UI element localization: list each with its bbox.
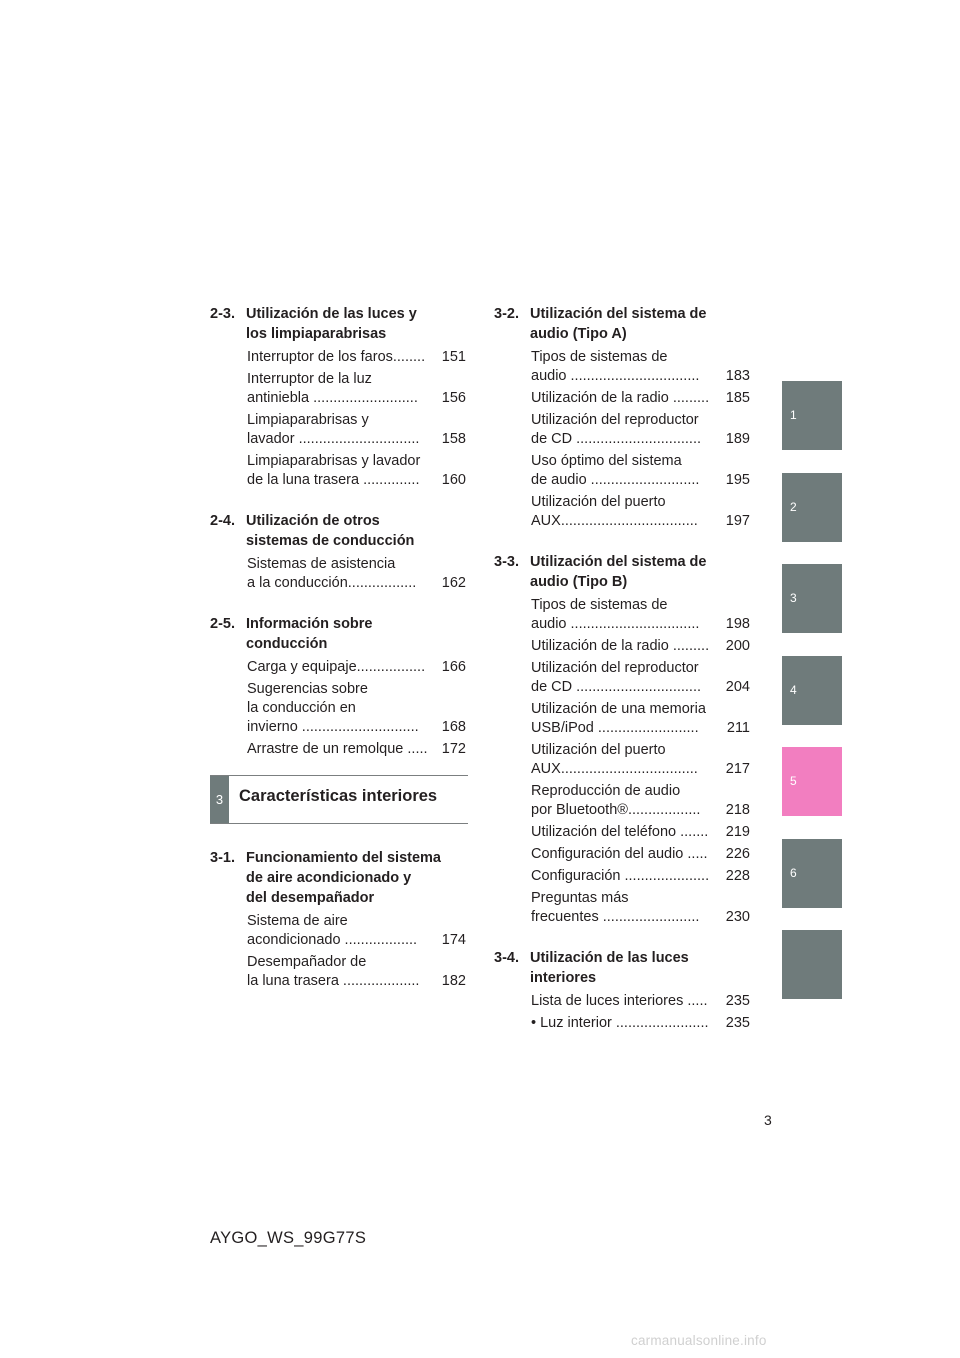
entry-list (210, 912, 468, 991)
entry-text: Lista de luces interiores ..... (531, 993, 708, 1009)
entry-text: Uso óptimo del sistema de audio ........................... (531, 453, 700, 488)
section-heading (210, 848, 468, 908)
entry-text: Arrastre de un remolque ..... (247, 741, 428, 757)
chapter-tab-1[interactable] (782, 381, 842, 450)
chapter-tab-label: 3 (790, 591, 797, 605)
entry-list (210, 658, 468, 759)
chapter-number: 3 (210, 776, 229, 823)
entry-list (494, 348, 752, 531)
chapter-tab-label: 4 (790, 682, 797, 697)
toc-entry[interactable] (494, 845, 752, 864)
toc-entry[interactable] (210, 740, 468, 759)
entry-text: Preguntas más frecuentes ........................ (531, 890, 700, 925)
entry-text: Utilización de una memoria USB/iPod ......................... (531, 701, 706, 736)
section-title: Funcionamiento del sistema de aire acondicionado y del desempañador (246, 850, 441, 906)
entry-text: Utilización del teléfono ....... (531, 824, 709, 840)
entry-page-number: 151 (441, 349, 466, 365)
toc-entry[interactable] (494, 992, 752, 1011)
chapter-title: Características interiores (239, 787, 438, 805)
entry-text: Configuración del audio ..... (531, 846, 708, 862)
entry-page-number: 183 (725, 368, 750, 384)
entry-page-number: 168 (441, 719, 466, 735)
chapter-tab-6[interactable] (782, 839, 842, 908)
chapter-tab-index[interactable] (782, 930, 842, 999)
entry-text: • Luz interior ....................... (531, 1015, 709, 1031)
entry-list (494, 596, 752, 927)
toc-entry[interactable] (494, 782, 752, 820)
entry-page-number: 211 (726, 720, 750, 736)
section-title: Utilización del sistema de audio (Tipo B) (530, 554, 707, 590)
section-title: Utilización de las luces y los limpiaparabrisas (246, 306, 417, 342)
entry-text: Utilización del puerto AUX.................................. (531, 742, 698, 777)
toc-section (210, 511, 468, 593)
toc-right-column (494, 304, 752, 1036)
entry-text: Utilización del reproductor de CD ............................... (531, 660, 702, 695)
chapter-tab-label: 2 (790, 499, 797, 514)
section-spacer (210, 493, 468, 511)
entry-page-number: 172 (441, 741, 466, 757)
toc-entry[interactable] (210, 370, 468, 408)
section-heading (494, 948, 752, 988)
document-code: AYGO_WS_99G77S (210, 1229, 367, 1247)
entry-page-number: 200 (725, 638, 750, 654)
entry-page-number: 195 (725, 472, 750, 488)
toc-section (494, 948, 752, 1033)
section-title: Utilización del sistema de audio (Tipo A) (530, 306, 707, 342)
entry-text: Tipos de sistemas de audio ................................ (531, 349, 700, 384)
section-number: 3-1. (210, 850, 235, 866)
entry-text: Sugerencias sobre la conducción en invierno ............................. (247, 681, 419, 735)
section-number: 2-5. (210, 616, 235, 632)
entry-page-number: 158 (441, 431, 466, 447)
toc-entry[interactable] (494, 659, 752, 697)
chapter-tab-4[interactable] (782, 656, 842, 725)
section-heading (494, 304, 752, 344)
toc-entry[interactable] (210, 452, 468, 490)
entry-page-number: 204 (725, 679, 750, 695)
entry-text: Limpiaparabrisas y lavador de la luna trasera .............. (247, 453, 421, 488)
chapter-tab-5[interactable] (782, 747, 842, 816)
section-title: Información sobre conducción (246, 616, 373, 652)
toc-entry[interactable] (494, 700, 752, 738)
entry-page-number: 160 (441, 472, 466, 488)
chapter-tab-label: 5 (790, 774, 797, 788)
entry-page-number: 235 (725, 1015, 750, 1031)
section-heading (210, 304, 468, 344)
section-spacer (494, 534, 752, 552)
entry-text: Utilización del puerto AUX.................................. (531, 494, 698, 529)
entry-text: Utilización del reproductor de CD ............................... (531, 412, 702, 447)
chapter-tab-label: 6 (790, 865, 797, 880)
toc-entry[interactable] (494, 1014, 752, 1033)
section-title: Utilización de otros sistemas de conducción (246, 513, 415, 549)
chapter-tab-label: 1 (790, 408, 797, 422)
toc-section (494, 304, 752, 531)
entry-list (210, 348, 468, 490)
entry-text: Tipos de sistemas de audio ................................ (531, 597, 700, 632)
chapter-tabs (782, 381, 842, 1022)
section-heading (210, 511, 468, 551)
entry-page-number: 235 (725, 993, 750, 1009)
toc-entry[interactable] (494, 389, 752, 408)
toc-entry[interactable] (210, 411, 468, 449)
section-number: 3-2. (494, 306, 519, 322)
toc-left-column (210, 304, 468, 994)
toc-entry[interactable] (494, 867, 752, 886)
entry-text: Interruptor de los faros........ (247, 349, 426, 365)
toc-entry[interactable] (494, 596, 752, 634)
toc-entry[interactable] (494, 411, 752, 449)
page-number: 3 (764, 1112, 772, 1128)
chapter-tab-2[interactable] (782, 473, 842, 542)
toc-section (210, 614, 468, 759)
toc-entry[interactable] (210, 953, 468, 991)
section-spacer (210, 596, 468, 614)
entry-page-number: 174 (441, 932, 466, 948)
section-heading (210, 614, 468, 654)
section-number: 2-4. (210, 513, 235, 529)
section-number: 3-4. (494, 950, 519, 966)
entry-page-number: 230 (725, 909, 750, 925)
entry-text: Utilización de la radio ......... (531, 638, 710, 654)
watermark: carmanualsonline.info (631, 1333, 767, 1348)
section-heading (494, 552, 752, 592)
entry-text: Reproducción de audio por Bluetooth®.................. (531, 783, 701, 818)
toc-entry[interactable] (494, 348, 752, 386)
toc-section (494, 552, 752, 927)
toc-entry[interactable] (494, 493, 752, 531)
entry-page-number: 185 (725, 390, 750, 406)
entry-page-number: 217 (725, 761, 750, 777)
toc-section (210, 304, 468, 490)
toc-section (210, 848, 468, 991)
toc-entry[interactable] (494, 889, 752, 927)
chapter-tab-3[interactable] (782, 564, 842, 633)
section-title: Utilización de las luces interiores (530, 950, 689, 986)
toc-entry[interactable] (494, 637, 752, 656)
entry-list (494, 992, 752, 1033)
section-spacer (494, 930, 752, 948)
entry-page-number: 197 (725, 513, 750, 529)
entry-page-number: 189 (725, 431, 750, 447)
entry-page-number: 156 (441, 390, 466, 406)
toc-entry[interactable] (494, 823, 752, 842)
entry-text: Limpiaparabrisas y lavador .............................. (247, 412, 420, 447)
entry-text: Desempañador de la luna trasera ................... (247, 954, 420, 989)
entry-page-number: 182 (441, 973, 466, 989)
entry-page-number: 162 (441, 575, 466, 591)
entry-text: Utilización de la radio ......... (531, 390, 710, 406)
toc-entry[interactable] (210, 912, 468, 950)
entry-list (210, 555, 468, 593)
entry-page-number: 219 (725, 824, 750, 840)
entry-text: Carga y equipaje................. (247, 659, 426, 675)
section-number: 2-3. (210, 306, 235, 322)
toc-entry[interactable] (210, 348, 468, 367)
toc-entry[interactable] (210, 680, 468, 737)
entry-page-number: 166 (441, 659, 466, 675)
toc-entry[interactable] (494, 452, 752, 490)
entry-page-number: 226 (725, 846, 750, 862)
toc-entry[interactable] (494, 741, 752, 779)
toc-entry[interactable] (210, 658, 468, 677)
entry-page-number: 218 (725, 802, 750, 818)
entry-text: Interruptor de la luz antiniebla .......................... (247, 371, 418, 406)
entry-text: Sistema de aire acondicionado .................. (247, 913, 418, 948)
chapter-heading (210, 775, 468, 824)
toc-entry[interactable] (210, 555, 468, 593)
entry-page-number: 198 (725, 616, 750, 632)
entry-text: Configuración ..................... (531, 868, 710, 884)
entry-text: Sistemas de asistencia a la conducción................. (247, 556, 417, 591)
entry-page-number: 228 (725, 868, 750, 884)
section-number: 3-3. (494, 554, 519, 570)
